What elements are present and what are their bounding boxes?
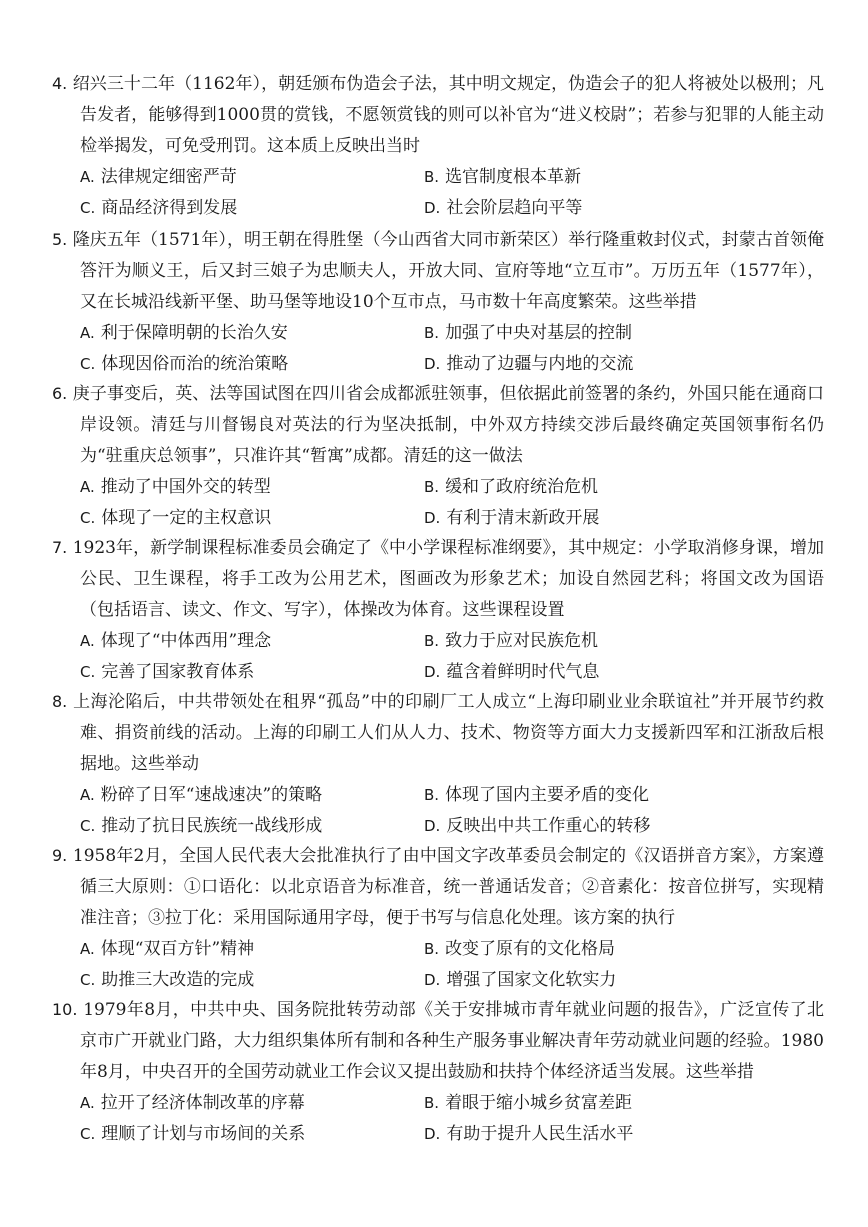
option-c: C. 助推三大改造的完成	[80, 970, 255, 990]
options-list	[52, 934, 824, 996]
question-stem	[52, 532, 824, 626]
question-text: 庚子事变后，英、法等国试图在四川省会成都派驻领事，但依据此前签署的条约，外国只能在通商口岸设领。清廷与川督锡良对英法的行为坚决抵制，中外双方持续交涉后最终确定英国领事衔名仍为“驻重庆总领事”，只准许其“暂寓”成都。清廷的这一做法	[72, 384, 825, 466]
question-stem	[52, 686, 824, 780]
option-b: B. 致力于应对民族危机	[424, 631, 599, 651]
options-list	[52, 318, 824, 380]
option-b: B. 加强了中央对基层的控制	[424, 323, 633, 343]
options-list	[52, 472, 824, 534]
question-text: 1958年2月，全国人民代表大会批准执行了由中国文字改革委员会制定的《汉语拼音方案》，方案遵循三大原则：①口语化：以北京语音为标准音，统一普通话发音；②音素化：按音位拼写，实现精准注音；③拉丁化：采用国际通用字母，便于书写与信息化处理。该方案的执行	[72, 846, 824, 928]
question-text: 隆庆五年（1571年），明王朝在得胜堡（今山西省大同市新荣区）举行隆重敕封仪式，封蒙古首领俺答汗为顺义王，后又封三娘子为忠顺夫人，开放大同、宣府等地“立互市”。万历五年（1577年），又在长城沿线新平堡、助马堡等地设10个互市点，马市数十年高度繁荣。这些举措	[72, 230, 824, 312]
question-7	[52, 532, 824, 688]
question-text: 上海沦陷后，中共带领处在租界“孤岛”中的印刷厂工人成立“上海印刷业业余联谊社”并开展节约救难、捐资前线的活动。上海的印刷工人们从人力、技术、物资等方面大力支援新四军和江浙敌后根据地。这些举动	[73, 692, 824, 774]
option-a: A. 法律规定细密严苛	[80, 167, 237, 187]
question-stem	[52, 840, 824, 934]
option-b: B. 改变了原有的文化格局	[424, 939, 616, 959]
question-number: 7.	[52, 538, 68, 557]
options-list	[52, 626, 824, 688]
option-a: A. 体现“双百方针”精神	[80, 939, 255, 959]
option-a: A. 利于保障明朝的长治久安	[80, 323, 288, 343]
option-c: C. 体现因俗而治的统治策略	[80, 354, 289, 374]
question-8	[52, 686, 824, 842]
option-b: B. 着眼于缩小城乡贫富差距	[424, 1093, 633, 1113]
question-number: 8.	[52, 692, 68, 711]
question-stem	[52, 994, 824, 1088]
question-text: 绍兴三十二年（1162年），朝廷颁布伪造会子法，其中明文规定，伪造会子的犯人将被处以极刑；凡告发者，能够得到1000贯的赏钱，不愿领赏钱的则可以补官为“进义校尉”；若参与犯罪的人能主动检举揭发，可免受刑罚。这本质上反映出当时	[72, 74, 824, 156]
option-d: D. 增强了国家文化软实力	[424, 970, 617, 990]
option-a: A. 粉碎了日军“速战速决”的策略	[80, 785, 323, 805]
option-a: A. 体现了“中体西用”理念	[80, 631, 272, 651]
option-c: C. 体现了一定的主权意识	[80, 508, 272, 528]
question-5	[52, 224, 824, 380]
question-text: 1979年8月，中共中央、国务院批转劳动部《关于安排城市青年就业问题的报告》，广泛宣传了北京市广开就业门路，大力组织集体所有制和各种生产服务事业解决青年劳动就业问题的经验。1980年8月，中央召开的全国劳动就业工作会议又提出鼓励和扶持个体经济适当发展。这些举措	[80, 1000, 825, 1082]
question-6	[52, 378, 824, 534]
option-d: D. 推动了边疆与内地的交流	[424, 354, 634, 374]
option-d: D. 社会阶层趋向平等	[424, 198, 583, 218]
options-list	[52, 162, 824, 224]
options-list	[52, 1088, 824, 1150]
option-c: C. 推动了抗日民族统一战线形成	[80, 816, 323, 836]
options-list	[52, 780, 824, 842]
question-9	[52, 840, 824, 996]
option-d: D. 有助于提升人民生活水平	[424, 1124, 634, 1144]
question-number: 4.	[52, 74, 68, 93]
question-stem	[52, 378, 824, 472]
option-d: D. 反映出中共工作重心的转移	[424, 816, 651, 836]
question-number: 10.	[52, 1000, 78, 1019]
question-10	[52, 994, 824, 1150]
question-number: 6.	[52, 384, 68, 403]
question-number: 9.	[52, 846, 68, 865]
option-c: C. 完善了国家教育体系	[80, 662, 255, 682]
option-a: A. 推动了中国外交的转型	[80, 477, 271, 497]
option-b: B. 缓和了政府统治危机	[424, 477, 599, 497]
question-number: 5.	[52, 230, 68, 249]
question-stem	[52, 224, 824, 318]
question-4	[52, 68, 824, 224]
question-stem	[52, 68, 824, 162]
option-b: B. 选官制度根本革新	[424, 167, 582, 187]
option-a: A. 拉开了经济体制改革的序幕	[80, 1093, 305, 1113]
option-c: C. 理顺了计划与市场间的关系	[80, 1124, 306, 1144]
option-b: B. 体现了国内主要矛盾的变化	[424, 785, 650, 805]
option-d: D. 蕴含着鲜明时代气息	[424, 662, 600, 682]
option-d: D. 有利于清末新政开展	[424, 508, 600, 528]
question-text: 1923年，新学制课程标准委员会确定了《中小学课程标准纲要》，其中规定：小学取消修身课，增加公民、卫生课程，将手工改为公用艺术，图画改为形象艺术；加设自然园艺科；将国文改为国语（包括语言、读文、作文、写字），体操改为体育。这些课程设置	[72, 538, 824, 620]
option-c: C. 商品经济得到发展	[80, 198, 238, 218]
